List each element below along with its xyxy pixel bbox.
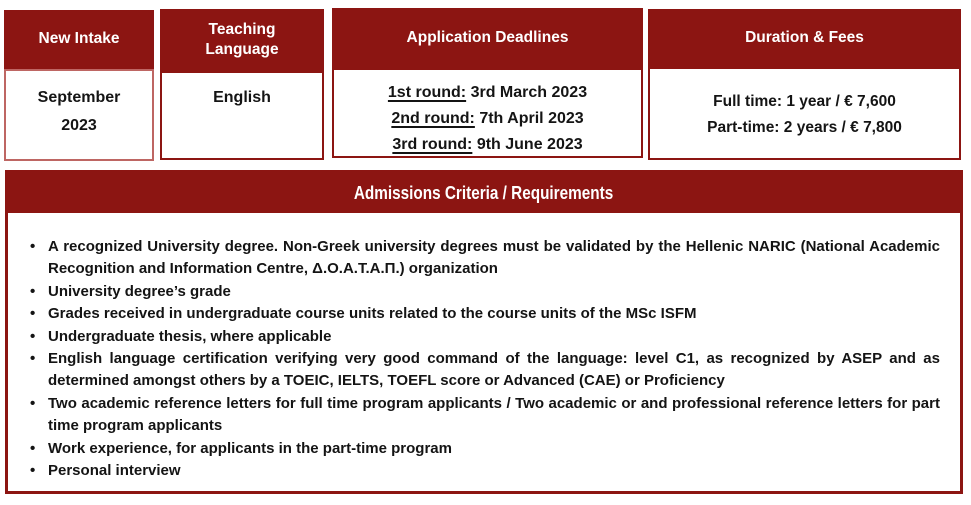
application-deadlines-header-label: Application Deadlines [406,28,569,46]
deadline-round-1 [334,80,641,106]
criteria-item-work-experience: • Work experience, for applicants in the part-time program [26,438,940,460]
application-deadlines-header [332,8,643,68]
deadline-round-2-date: 7th April 2023 [479,110,584,127]
admissions-criteria-header [8,173,960,213]
criteria-item-course-grades: • Grades received in undergraduate course units related to the course units of the MSc ISFM [26,303,940,325]
teaching-language-value [160,71,324,160]
new-intake-value-line2: 2023 [61,117,97,134]
new-intake-value [4,69,154,161]
deadline-round-3-label: 3rd round: [392,136,473,153]
admissions-criteria-section [5,170,963,494]
deadline-round-2-label: 2nd round: [391,110,475,127]
criteria-item-degree: • A recognized University degree. Non-Greek university degrees must be validated by the Hellenic NARIC (National Academic Recognition and Information Centre, Δ.Ο.Α.Τ.Α.Π.) organization [26,236,940,281]
new-intake-value-line1: September [37,89,121,106]
admissions-criteria-list [26,236,940,482]
criteria-item-thesis: • Undergraduate thesis, where applicable [26,326,940,348]
duration-fees-full-time: Full time: 1 year / € 7,600 [713,93,896,110]
new-intake-header [4,10,154,69]
teaching-language-header [160,9,324,71]
deadline-round-1-date: 3rd March 2023 [470,84,588,101]
criteria-item-grade: • University degree’s grade [26,281,940,303]
admissions-criteria-title: Admissions Criteria / Requirements [354,182,614,203]
application-deadlines-value [332,68,643,158]
admissions-criteria-body [8,213,960,482]
criteria-item-english-cert: • English language certification verifying very good command of the language: level C1, as recognized by ASEP and as determined amongst others by a TOEIC, IELTS, TOEFL score or Advanced (CAE) or Proficiency [26,348,940,393]
duration-fees-header-label: Duration & Fees [745,28,864,46]
duration-fees-part-time: Part-time: 2 years / € 7,800 [707,119,902,136]
duration-fees-value [648,67,961,160]
deadline-round-3 [334,132,641,158]
deadline-round-1-label: 1st round: [387,84,467,101]
teaching-language-value-text: English [213,89,271,106]
new-intake-header-label: New Intake [38,30,120,48]
deadline-round-2 [334,106,641,132]
criteria-item-reference-letters: • Two academic reference letters for full time program applicants / Two academic or and professional reference letters for part time program applicants [26,393,940,438]
deadline-round-3-date: 9th June 2023 [476,136,583,153]
criteria-item-interview: • Personal interview [26,460,940,482]
teaching-language-header-label: Teaching Language [205,20,279,58]
duration-fees-header [648,9,961,67]
